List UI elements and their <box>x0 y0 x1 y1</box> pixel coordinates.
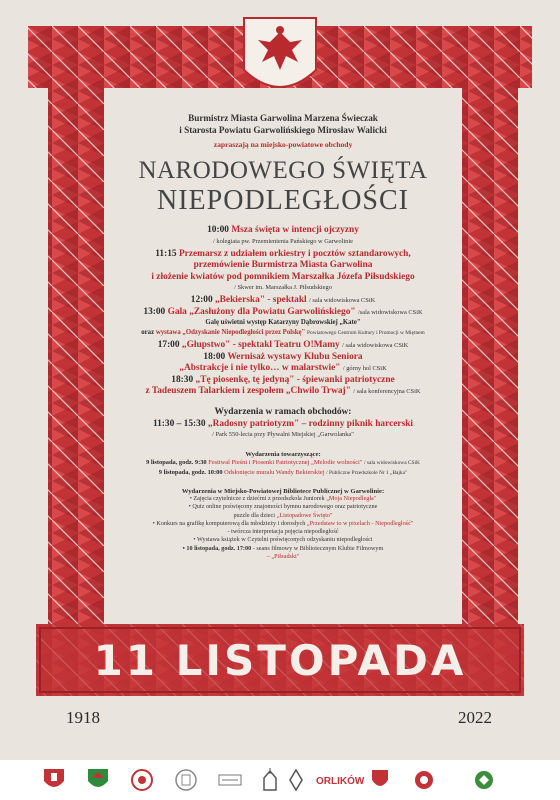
title-line-2: NIEPODLEGŁOŚCI <box>157 185 409 216</box>
event-gala-performance: Galę uświetni występ Katarzyny Dąbrowskiej „Kate" <box>205 319 361 326</box>
library-item-5: • 10 listopada, godz. 17:00 - seans filmowy w Bibliotecznym Klubie Filmowym <box>182 544 384 552</box>
accompanying-mural: 9 listopada, godz. 10:00 Odsłonięcie muralu Wandy Bekierskiej / Publiczne Przedszkole Nr 1 „Bajka" <box>158 469 408 476</box>
library-item-4: • Wystawa książek w Czytelni poświęconych odzyskaniu niepodległości <box>193 536 373 544</box>
garwolin-crest-icon <box>40 766 68 794</box>
year-end: 2022 <box>458 708 492 727</box>
mpbp-logo-icon <box>216 766 244 794</box>
event-gala: 13:00 Gala „Zasłużony dla Powiatu Garwolińskiego" /sala widowiskowa CSiK <box>143 306 423 317</box>
organizer-line-1: Burmistrz Miasta Garwolina Marzena Świeczak <box>188 113 378 123</box>
sponsor-logos-bar <box>0 760 560 800</box>
program-text <box>118 112 448 561</box>
accompanying-festival: 9 listopada, godz. 9:30 Festiwal Pieśni i Piosenki Patriotycznej „Melodie wolności" / sala widowiskowa CSiK <box>146 459 420 466</box>
title-line-1: NARODOWEGO ŚWIĘTA <box>138 157 428 184</box>
side-event-picnic: 11:30 – 15:30 „Radosny patriotyzm" – rodzinny piknik harcerski <box>152 418 414 429</box>
csik-logo-icon <box>128 766 156 794</box>
library-item-2: • Quiz online poświęcony znajomości hymnu narodowego oraz patriotyczne <box>188 503 378 511</box>
event-vernissage-line-2: „Abstrakcje i nie tylko… w malarstwie" / górny hol CSiK <box>179 363 387 373</box>
powiat-crest-icon <box>84 766 112 794</box>
event-play-bekierska: 12:00 „Bekierska" - spektakl / sala widowiskowa CSiK <box>190 295 376 305</box>
organizer-line-2: i Starosta Powiatu Garwolińskiego Mirosław Walicki <box>179 125 387 135</box>
banner-11-listopada <box>36 624 524 696</box>
library-heading: Wydarzenia w Miejsko-Powiatowej Bibliotece Publicznej w Garwolinie: <box>181 488 385 495</box>
union-logo-icon <box>410 766 438 794</box>
accompanying-heading: Wydarzenia towarzyszące: <box>245 451 321 458</box>
scouts-logo-icon <box>282 766 310 794</box>
library-list <box>118 495 448 561</box>
library-item-3b: - twórcza interpretacja pojęcia niepodległość <box>227 528 339 536</box>
church-logo-icon <box>256 766 284 794</box>
side-event-picnic-location: / Park 550-lecia przy Pływalni Miejskiej „Garwolanka" <box>212 431 354 438</box>
side-events-heading: Wydarzenia w ramach obchodów: <box>214 406 352 417</box>
banner-text: 11 LISTOPADA <box>93 635 467 685</box>
library-item-5b: – „Piłsudski" <box>266 553 300 561</box>
event-vernissage: 18:00 Wernisaż wystawy Klubu Seniora <box>203 351 363 362</box>
event-march-location: / Skwer im. Marszałka J. Piłsudskiego <box>234 284 332 291</box>
main-program <box>118 225 448 398</box>
year-start: 1918 <box>66 708 100 727</box>
event-play-glupstwo: 17:00 „Głupstwo" - spektakl Teatru O!Mamy / sala widowiskowa CSiK <box>157 340 409 350</box>
crest-3-icon <box>366 766 394 794</box>
event-march-line-2: przemówienie Burmistrza Miasta Garwolina <box>193 260 373 270</box>
library-item-3: • Konkurs na grafikę komputerową dla młodzieży i dorosłych „Przedstaw to w pixelach - Niepodległość" <box>152 519 414 527</box>
event-mass: 10:00 Msza święta w intencji ojczyzny <box>207 225 359 235</box>
eagle-shield-icon <box>244 18 316 87</box>
event-singing: 18:30 „Tę piosenkę, tę jedyną" - śpiewanki patriotyczne <box>171 374 395 385</box>
event-singing-line-2: z Tadeuszem Talarkiem i zespołem „Chwilo Trwaj" / sala konferencyjna CSiK <box>145 386 421 396</box>
library-item-2b: puzzle dla dzieci „Listopadowe Święto" <box>233 511 333 519</box>
invitation: zapraszają na miejsko-powiatowe obchody <box>213 140 353 149</box>
event-gala-exhibition: oraz wystawa „Odzyskanie Niepodległości przez Polskę" Powiatowego Centrum Kultury i Promocji w Miętnem <box>141 329 425 336</box>
svg-text:ORLIKÓW: ORLIKÓW <box>316 776 365 787</box>
library-item-1: • Zajęcia czytelnicze z dziećmi z przedszkola Juniorek „Moja Niepodległa" <box>189 495 377 502</box>
orlikow-logo-icon <box>314 766 365 794</box>
school-logo-icon <box>470 766 498 794</box>
event-mass-location: / kolegiata pw. Przemienienia Pańskiego w Garwolinie <box>213 237 353 245</box>
event-march: 11:15 Przemarsz z udziałem orkiestry i pocztów sztandarowych, <box>155 248 411 259</box>
event-march-line-3: i złożenie kwiatów pod pomnikiem Marszałka Józefa Piłsudskiego <box>151 271 415 282</box>
library-logo-icon <box>172 766 200 794</box>
